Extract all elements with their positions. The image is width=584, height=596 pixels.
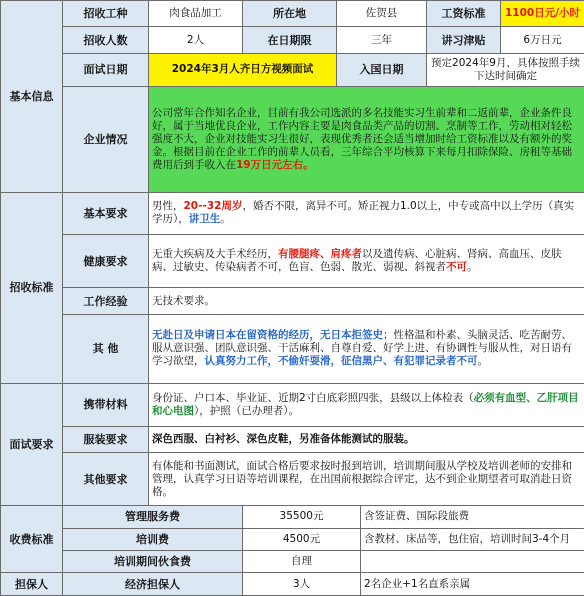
wage-value: 1100日元/小时 <box>501 1 584 27</box>
health-req-r2: 不可 <box>446 261 467 274</box>
others-label: 其他要求 <box>63 453 149 506</box>
other-req-b1: 无赴日及申请日本在留资格的经历，无日本拒签史 <box>152 329 383 342</box>
company-text: 公司常年合作知名企业，目前有我公司选派的多名技能实习生前辈和二返前辈，企业条件良好，属于当地优良企业，工作内容主要是肉食品类产品的切割、烹制等工作，劳动相对轻松强度不大，企业对技能实习生很好，表现优秀者还会适当增加时给工资标准以及有额外的奖金。根据目前在企业工作的前辈人员看，三年综合平均核算下来每月扣除保险、房租等基础费用后到手收入在 <box>152 106 572 171</box>
section-basic-info: 基本信息 <box>1 1 63 193</box>
allowance-label: 讲习津贴 <box>427 27 501 53</box>
company-label: 企业情况 <box>63 86 149 192</box>
health-req-p1: 无重大疾病及大手术经历， <box>152 248 278 261</box>
dress-label: 服装要求 <box>63 426 149 452</box>
health-req-end: 。 <box>467 261 478 274</box>
basic-req-end: 。 <box>220 213 231 226</box>
others-value: 有体能和书面测试，面试合格后要求按时报到培训，培训期间服从学校及培训老师的安排和管理，认真学习日语等培训课程，在出国前根据综合评定，达不到企业期望者可取消赴日资格。 <box>149 453 584 506</box>
allowance-value: 6万日元 <box>501 27 584 53</box>
section-recruit-standard: 招收标准 <box>1 192 63 384</box>
section-fees: 收费标准 <box>1 506 63 573</box>
basic-req-text <box>149 192 584 235</box>
entry-date-label: 入国日期 <box>337 53 427 86</box>
service-fee-label: 管理服务费 <box>63 506 243 528</box>
basic-req-label: 基本要求 <box>63 192 149 235</box>
wage-label: 工资标准 <box>427 1 501 27</box>
health-req-p2: 以及遗传病、心脏病、肾病、高血压、皮肤病、过敏史、传染病者不可，色盲、色弱、散光、弱视、斜视者 <box>152 248 562 274</box>
materials-label: 携带材料 <box>63 384 149 427</box>
other-req-label: 其 他 <box>63 314 149 383</box>
term-value: 三年 <box>337 27 427 53</box>
training-fee-label: 培训费 <box>63 528 243 550</box>
section-guarantor: 担保人 <box>1 573 63 596</box>
location-label: 所在地 <box>243 1 337 27</box>
dress-value: 深色西服、白衬衫、深色皮鞋，另准备体能测试的服装。 <box>149 426 584 452</box>
basic-req-hygiene: 讲卫生 <box>188 213 221 226</box>
guarantor-note: 2名企业+1名直系亲属 <box>361 573 584 596</box>
company-description <box>149 86 584 192</box>
location-value: 佐贺县 <box>337 1 427 27</box>
guarantor-count: 3人 <box>243 573 361 596</box>
interview-date-value: 2024年3月人齐日方视频面试 <box>149 53 337 86</box>
service-fee-note: 含签证费、国际段旅费 <box>361 506 584 528</box>
materials-p2: ），护照（已办理者）。 <box>194 404 299 417</box>
materials-green: 必须有血型、乙肝项目和心电图 <box>152 391 579 417</box>
health-req-r1: 有腰腿疼、肩疼者 <box>278 248 362 261</box>
basic-req-age: 20--32周岁 <box>183 200 243 213</box>
other-req-p1: ；性格温和朴素、头脑灵活、吃苦耐劳、服从意识强、团队意识强、干活麻利、自尊自爱、好学上进、有协调性与服从性，对日语有学习欲望， <box>152 329 572 368</box>
section-interview: 面试要求 <box>1 384 63 506</box>
other-req-b2: 认真努力工作，不偷奸耍滑，征信黑户、有犯罪记录者不可 <box>204 355 478 368</box>
other-req-text <box>149 314 584 383</box>
entry-date-value: 预定2024年9月，具体按照手续下达时间确定 <box>427 53 584 86</box>
training-fee-note: 含教材、床品等，包住宿，培训时间3-4个月 <box>361 528 584 550</box>
experience-value: 无技术要求。 <box>149 288 584 314</box>
training-fee-value: 4500元 <box>243 528 361 550</box>
health-req-label: 健康要求 <box>63 235 149 288</box>
basic-req-p2: ，婚否不限，离异不可。矫正视力1.0以上，中专或高中以上学历（真实学历）， <box>152 200 575 226</box>
company-income-highlight: 19万日元左右。 <box>236 158 314 171</box>
guarantor-label: 经济担保人 <box>63 573 243 596</box>
health-req-text <box>149 235 584 288</box>
experience-label: 工作经验 <box>63 288 149 314</box>
term-label: 在日期限 <box>243 27 337 53</box>
meal-fee-note <box>361 551 584 573</box>
meal-fee-label: 培训期间伙食费 <box>63 551 243 573</box>
other-req-end: 。 <box>477 355 488 368</box>
count-value: 2人 <box>149 27 243 53</box>
interview-date-label: 面试日期 <box>63 53 149 86</box>
job-type-label: 招收工种 <box>63 1 149 27</box>
count-label: 招收人数 <box>63 27 149 53</box>
job-type-value: 肉食品加工 <box>149 1 243 27</box>
basic-req-p1: 男性， <box>152 200 184 213</box>
service-fee-value: 35500元 <box>243 506 361 528</box>
meal-fee-value: 自理 <box>243 551 361 573</box>
materials-p1: 身份证、户口本、毕业证、近期2寸白底彩照四张，县级以上体检表（ <box>152 391 474 404</box>
materials-text <box>149 384 584 427</box>
